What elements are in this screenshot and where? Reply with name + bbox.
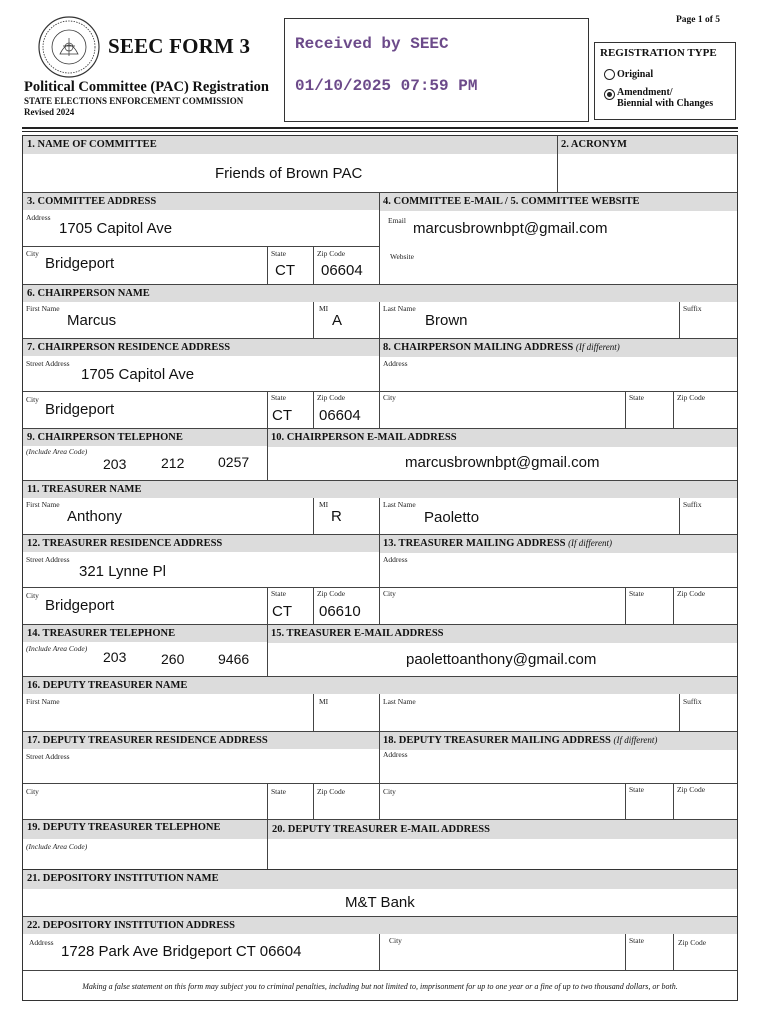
treasurer-zip-value[interactable]: 06610 <box>319 603 361 620</box>
form-title: SEEC FORM 3 <box>108 34 251 58</box>
treasurer-last-value[interactable]: Paoletto <box>424 509 480 526</box>
section-21-title: 21. DEPOSITORY INSTITUTION NAME <box>27 873 219 884</box>
revised-line: Revised 2024 <box>24 107 75 117</box>
divider <box>679 302 680 338</box>
section-22-title: 22. DEPOSITORY INSTITUTION ADDRESS <box>27 920 235 931</box>
divider <box>379 749 380 819</box>
divider <box>23 970 737 971</box>
section-3-header <box>23 192 737 210</box>
divider <box>673 783 674 819</box>
radio-original-label: Original <box>617 69 654 80</box>
section-15-title: 15. TREASURER E-MAIL ADDRESS <box>267 625 737 643</box>
header-rule-thin <box>22 131 738 132</box>
divider <box>267 642 268 676</box>
divider <box>625 934 626 970</box>
chair-last-value[interactable]: Brown <box>425 312 468 329</box>
divider <box>267 246 268 284</box>
section-18-if-different: (If different) <box>613 735 658 745</box>
divider <box>625 391 626 428</box>
divider <box>23 783 737 784</box>
section-2-title: 2. ACRONYM <box>557 136 737 154</box>
committee-city-value[interactable]: Bridgeport <box>45 255 115 272</box>
state-label: State <box>271 589 286 598</box>
radio-amendment-line1: Amendment/ <box>617 87 673 98</box>
divider <box>625 783 626 819</box>
committee-state-value[interactable]: CT <box>275 262 295 279</box>
section-10-title: 10. CHAIRPERSON E-MAIL ADDRESS <box>267 429 737 447</box>
mailing-city-label: City <box>383 393 396 402</box>
city-label: City <box>389 936 402 945</box>
street-address-label: Street Address <box>26 752 70 761</box>
address-label: Address <box>29 938 54 947</box>
divider <box>313 391 314 428</box>
section-14-header <box>23 624 737 642</box>
mi-label: MI <box>319 500 329 509</box>
state-label: State <box>629 936 644 945</box>
chair-street-value[interactable]: 1705 Capitol Ave <box>81 366 195 383</box>
suffix-label: Suffix <box>683 500 702 509</box>
divider <box>673 934 674 970</box>
area-code-label: (Include Area Code) <box>26 644 88 653</box>
section-4-title: 4. COMMITTEE E-MAIL / 5. COMMITTEE WEBSITE <box>379 193 737 211</box>
section-8-title: 8. CHAIRPERSON MAILING ADDRESS <box>383 342 574 353</box>
section-7-title: 7. CHAIRPERSON RESIDENCE ADDRESS <box>27 342 231 353</box>
email-label: Email <box>388 216 406 225</box>
address-label: Address <box>26 213 51 222</box>
registration-form <box>22 135 738 1001</box>
city-label: City <box>26 591 39 600</box>
mailing-address-label: Address <box>383 359 408 368</box>
committee-name-value[interactable]: Friends of Brown PAC <box>215 165 363 182</box>
registration-type-title: REGISTRATION TYPE <box>600 47 717 59</box>
section-18-title: 18. DEPUTY TREASURER MAILING ADDRESS <box>383 735 611 746</box>
zip-label: Zip Code <box>317 589 346 598</box>
mailing-city-label: City <box>383 589 396 598</box>
agency-name <box>24 96 243 118</box>
section-20-title: 20. DEPUTY TREASURER E-MAIL ADDRESS <box>267 820 737 840</box>
divider <box>379 356 380 428</box>
section-13-title: 13. TREASURER MAILING ADDRESS <box>383 538 566 549</box>
divider <box>313 302 314 338</box>
section-17-header <box>23 731 737 749</box>
divider <box>625 587 626 624</box>
divider <box>673 587 674 624</box>
section-9-title: 9. CHAIRPERSON TELEPHONE <box>27 432 183 443</box>
section-7-header <box>23 338 737 356</box>
treasurer-city-value[interactable]: Bridgeport <box>45 597 115 614</box>
chair-phone-area[interactable]: 203 <box>103 456 127 472</box>
section-11-header <box>23 480 737 498</box>
mailing-city-label: City <box>383 787 396 796</box>
area-code-label: (Include Area Code) <box>26 447 88 456</box>
depository-name-value[interactable]: M&T Bank <box>345 894 415 911</box>
chair-email-value[interactable]: marcusbrownbpt@gmail.com <box>405 454 600 471</box>
radio-amendment-label <box>617 87 713 109</box>
section-14-title: 14. TREASURER TELEPHONE <box>27 628 176 639</box>
mailing-address-label: Address <box>383 555 408 564</box>
form-subtitle: Political Committee (PAC) Registration <box>24 79 269 95</box>
penalty-disclaimer: Making a false statement on this form may subject you to criminal penalties, including but not limited to, imprisonment for up to one year or a fine of up to two thousand dollars, or both. <box>82 982 678 991</box>
chair-phone-line[interactable]: 0257 <box>218 454 250 470</box>
registration-type-box <box>594 42 736 120</box>
divider <box>557 154 558 192</box>
committee-zip-value[interactable]: 06604 <box>321 262 363 279</box>
divider <box>379 934 380 970</box>
section-21-header <box>23 869 737 889</box>
divider <box>679 694 680 731</box>
received-stamp-datetime: 01/10/2025 07:59 PM <box>295 77 478 95</box>
mailing-zip-label: Zip Code <box>677 785 706 794</box>
committee-address-value[interactable]: 1705 Capitol Ave <box>59 220 173 237</box>
divider <box>379 302 380 338</box>
divider <box>313 498 314 534</box>
agency-line: STATE ELECTIONS ENFORCEMENT COMMISSION <box>24 96 244 106</box>
divider <box>267 839 268 869</box>
treasurer-phone-line[interactable]: 9466 <box>218 651 250 667</box>
divider <box>679 498 680 534</box>
street-address-label: Street Address <box>26 359 70 368</box>
divider <box>267 587 268 624</box>
divider <box>267 783 268 819</box>
depository-address-value[interactable]: 1728 Park Ave Bridgeport CT 06604 <box>61 943 302 960</box>
seec-seal-logo <box>38 16 100 78</box>
divider <box>313 587 314 624</box>
mailing-zip-label: Zip Code <box>677 589 706 598</box>
mailing-state-label: State <box>629 589 644 598</box>
divider <box>313 783 314 819</box>
received-stamp-box <box>284 18 589 122</box>
last-name-label: Last Name <box>383 697 416 706</box>
treasurer-state-value[interactable]: CT <box>272 603 292 620</box>
divider <box>379 498 380 534</box>
section-3-title: 3. COMMITTEE ADDRESS <box>27 196 157 207</box>
mi-label: MI <box>319 304 329 313</box>
treasurer-phone-prefix[interactable]: 260 <box>161 651 185 667</box>
header-rule <box>22 127 738 129</box>
section-1-header <box>23 136 737 154</box>
divider <box>313 694 314 731</box>
treasurer-email-value[interactable]: paolettoanthony@gmail.com <box>406 651 597 668</box>
last-name-label: Last Name <box>383 500 416 509</box>
section-9-header <box>23 428 737 446</box>
suffix-label: Suffix <box>683 304 702 313</box>
divider <box>313 246 314 284</box>
city-label: City <box>26 395 39 404</box>
divider <box>23 587 737 588</box>
city-label: City <box>26 249 39 258</box>
section-8-header <box>379 339 737 357</box>
area-code-label: (Include Area Code) <box>26 842 88 851</box>
divider <box>379 210 380 284</box>
mailing-state-label: State <box>629 393 644 402</box>
section-18-header <box>379 732 737 750</box>
section-6-title: 6. CHAIRPERSON NAME <box>27 288 150 299</box>
mailing-state-label: State <box>629 785 644 794</box>
section-8-if-different: (If different) <box>575 342 620 352</box>
zip-label: Zip Code <box>317 393 346 402</box>
section-19-header <box>23 819 737 839</box>
zip-label: Zip Code <box>317 249 346 258</box>
section-12-title: 12. TREASURER RESIDENCE ADDRESS <box>27 538 223 549</box>
street-address-label: Street Address <box>26 555 70 564</box>
first-name-label: First Name <box>26 304 60 313</box>
chair-city-value[interactable]: Bridgeport <box>45 401 115 418</box>
radio-original[interactable] <box>604 69 615 80</box>
chair-zip-value[interactable]: 06604 <box>319 407 361 424</box>
section-11-title: 11. TREASURER NAME <box>27 484 142 495</box>
state-label: State <box>271 787 286 796</box>
city-label: City <box>26 787 39 796</box>
section-6-header <box>23 284 737 302</box>
treasurer-street-value[interactable]: 321 Lynne Pl <box>79 563 167 580</box>
treasurer-phone-area[interactable]: 203 <box>103 649 127 665</box>
zip-label: Zip Code <box>678 938 707 947</box>
section-19-title: 19. DEPUTY TREASURER TELEPHONE <box>27 822 221 833</box>
chair-mi-value[interactable]: A <box>332 312 343 329</box>
mailing-address-label: Address <box>383 750 408 759</box>
divider <box>267 446 268 480</box>
zip-label: Zip Code <box>317 787 346 796</box>
chair-first-value[interactable]: Marcus <box>67 312 117 329</box>
treasurer-mi-value[interactable]: R <box>331 508 342 525</box>
section-16-header <box>23 676 737 694</box>
suffix-label: Suffix <box>683 697 702 706</box>
committee-email-value[interactable]: marcusbrownbpt@gmail.com <box>413 220 608 237</box>
website-label: Website <box>390 252 414 261</box>
chair-phone-prefix[interactable]: 212 <box>161 455 185 471</box>
page-number: Page 1 of 5 <box>676 15 721 25</box>
received-stamp-text: Received by SEEC <box>295 35 449 53</box>
section-16-title: 16. DEPUTY TREASURER NAME <box>27 680 188 691</box>
radio-amendment[interactable] <box>604 89 615 100</box>
first-name-label: First Name <box>26 697 60 706</box>
section-12-header <box>23 534 737 552</box>
mailing-zip-label: Zip Code <box>677 393 706 402</box>
radio-amendment-line2: Biennial with Changes <box>617 98 714 109</box>
divider <box>673 391 674 428</box>
section-22-header <box>23 916 737 934</box>
state-label: State <box>271 249 286 258</box>
first-name-label: First Name <box>26 500 60 509</box>
state-label: State <box>271 393 286 402</box>
chair-state-value[interactable]: CT <box>272 407 292 424</box>
section-13-if-different: (If different) <box>568 538 612 548</box>
mi-label: MI <box>319 697 329 706</box>
divider <box>379 552 380 624</box>
divider <box>379 694 380 731</box>
section-13-header <box>379 535 737 553</box>
section-1-title: 1. NAME OF COMMITTEE <box>27 139 157 150</box>
divider <box>267 391 268 428</box>
divider <box>23 246 379 247</box>
treasurer-first-value[interactable]: Anthony <box>67 508 123 525</box>
last-name-label: Last Name <box>383 304 416 313</box>
section-17-title: 17. DEPUTY TREASURER RESIDENCE ADDRESS <box>27 735 268 746</box>
divider <box>23 391 737 392</box>
